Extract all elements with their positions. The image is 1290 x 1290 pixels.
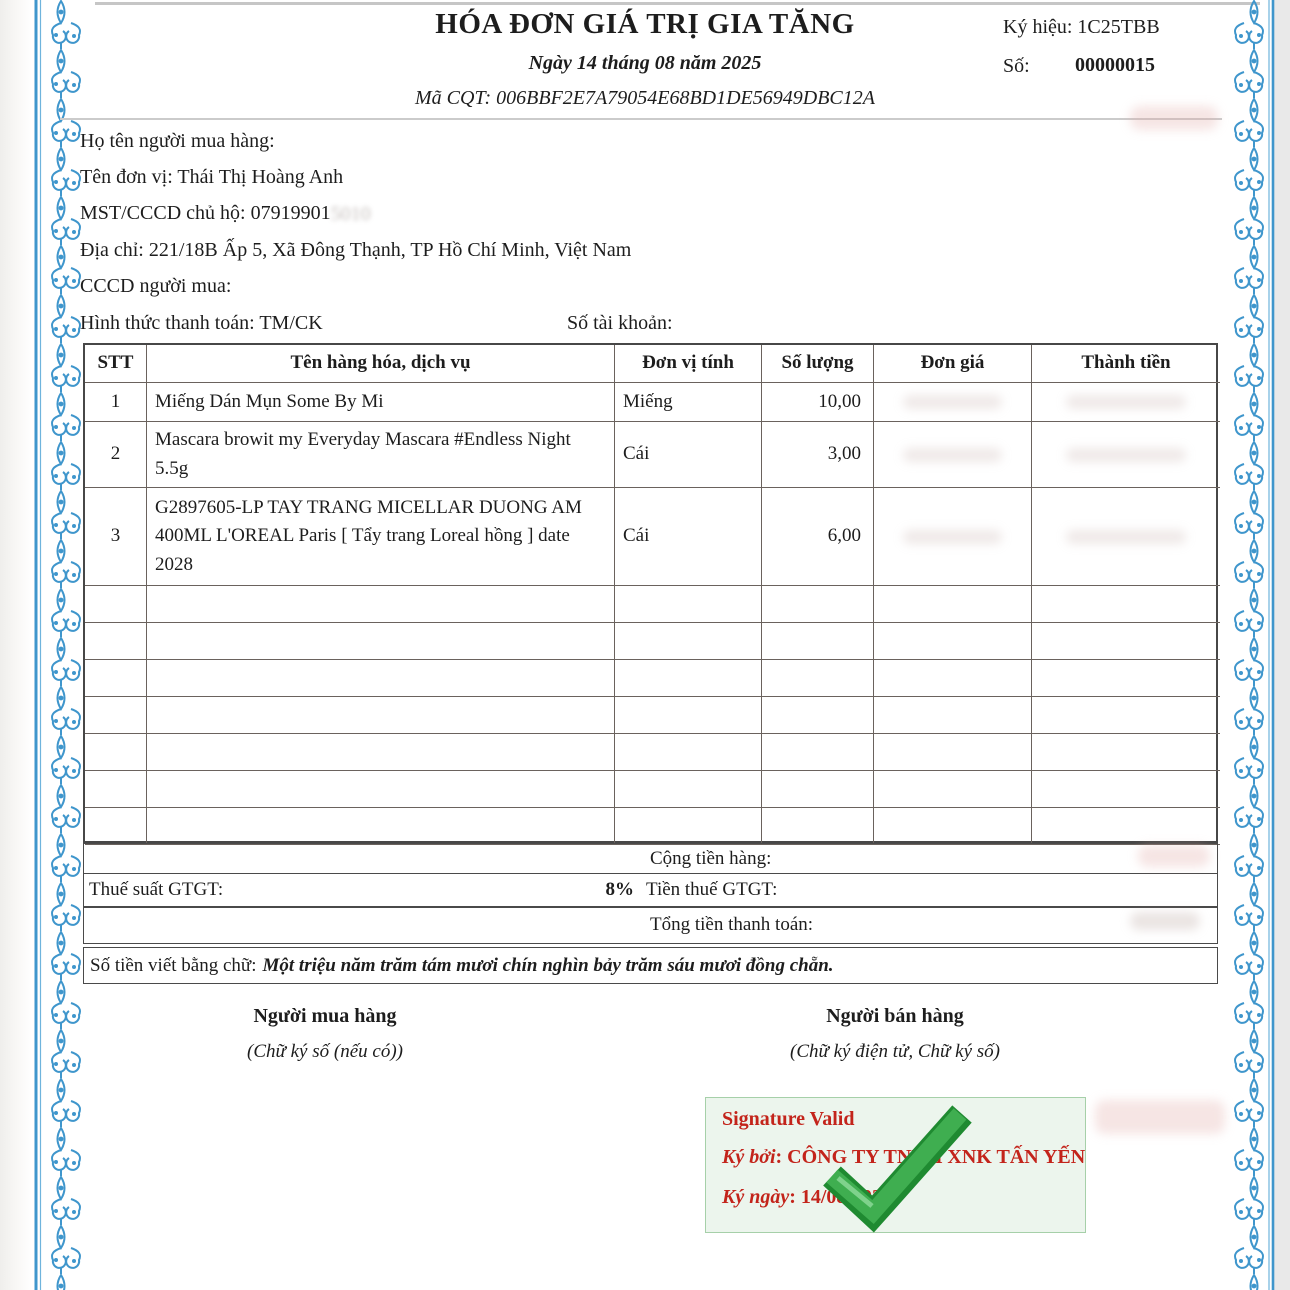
empty-cell xyxy=(1032,808,1220,845)
tax-row xyxy=(83,873,1218,908)
redaction-smudge xyxy=(903,530,1002,544)
invoice-number-value: 00000015 xyxy=(1075,54,1155,76)
empty-cell xyxy=(85,697,147,734)
digital-signature-stamp xyxy=(705,1097,1086,1233)
empty-cell xyxy=(1032,697,1220,734)
empty-cell xyxy=(85,660,147,697)
empty-cell xyxy=(85,623,147,660)
empty-cell xyxy=(762,734,874,771)
row2-unit: Cái xyxy=(615,422,762,488)
empty-cell xyxy=(1032,734,1220,771)
empty-cell xyxy=(615,808,762,845)
empty-cell xyxy=(615,660,762,697)
empty-cell xyxy=(874,586,1032,623)
signed-date-value: : 14/08/2025 xyxy=(789,1186,892,1208)
row2-total-redacted xyxy=(1032,422,1220,488)
row3-price-redacted xyxy=(874,488,1032,586)
green-checkmark-icon xyxy=(818,1102,973,1230)
empty-cell xyxy=(874,623,1032,660)
empty-cell xyxy=(1032,660,1220,697)
row1-stt: 1 xyxy=(85,383,147,422)
row1-total-redacted xyxy=(1032,383,1220,422)
empty-cell xyxy=(147,586,615,623)
buyer-tax-line xyxy=(80,202,371,225)
empty-cell xyxy=(147,734,615,771)
empty-cell xyxy=(874,734,1032,771)
col-header-total: Thành tiền xyxy=(1032,345,1220,383)
invoice-date: Ngày 14 tháng 08 năm 2025 xyxy=(528,52,762,74)
empty-cell xyxy=(762,623,874,660)
empty-cell xyxy=(615,734,762,771)
subtotal-label: Cộng tiền hàng: xyxy=(650,847,772,869)
buyer-name-line: Họ tên người mua hàng: xyxy=(80,130,275,152)
account-label: Số tài khoản: xyxy=(567,312,673,334)
subtotal-row xyxy=(83,843,1218,874)
empty-cell xyxy=(1032,586,1220,623)
row2-price-redacted xyxy=(874,422,1032,488)
empty-cell xyxy=(85,586,147,623)
amount-in-words-row xyxy=(83,947,1218,984)
empty-cell xyxy=(762,586,874,623)
row2-stt: 2 xyxy=(85,422,147,488)
row1-price-redacted xyxy=(874,383,1032,422)
signed-by-value: : CÔNG TY TNHH XNK TẤN YẾN xyxy=(775,1146,1086,1168)
empty-cell xyxy=(147,623,615,660)
tax-amount-label: Tiền thuế GTGT: xyxy=(646,879,778,900)
grand-total-row xyxy=(83,906,1218,944)
amount-words-label: Số tiền viết bằng chữ: xyxy=(90,954,257,976)
row3-unit: Cái xyxy=(615,488,762,586)
signed-date-label: Ký ngày xyxy=(722,1186,790,1208)
empty-cell xyxy=(85,734,147,771)
col-header-stt: STT xyxy=(85,345,147,383)
empty-cell xyxy=(762,697,874,734)
seller-signature-note: (Chữ ký điện tử, Chữ ký số) xyxy=(790,1041,1000,1062)
amount-words-value: Một triệu năm trăm tám mươi chín nghìn bảy trăm sáu mươi đồng chẵn. xyxy=(262,954,834,976)
empty-cell xyxy=(762,808,874,845)
row1-name: Miếng Dán Mụn Some By Mi xyxy=(147,383,615,422)
signature-valid-text: Signature Valid xyxy=(722,1108,855,1130)
scan-left-edge xyxy=(0,0,32,1290)
redacted-digits: 5010 xyxy=(330,203,371,225)
empty-cell xyxy=(615,586,762,623)
empty-cell xyxy=(615,697,762,734)
row2-name: Mascara browit my Everyday Mascara #Endless Night 5.5g xyxy=(147,422,615,488)
empty-cell xyxy=(1032,771,1220,808)
row2-qty: 3,00 xyxy=(762,422,874,488)
empty-cell xyxy=(874,697,1032,734)
invoice-title: HÓA ĐƠN GIÁ TRỊ GIA TĂNG xyxy=(435,8,855,40)
row3-qty: 6,00 xyxy=(762,488,874,586)
col-header-price: Đơn giá xyxy=(874,345,1032,383)
row3-total-redacted xyxy=(1032,488,1220,586)
empty-cell xyxy=(615,623,762,660)
redaction-smudge xyxy=(1066,530,1186,544)
empty-cell xyxy=(1032,623,1220,660)
row1-qty: 10,00 xyxy=(762,383,874,422)
redaction-smudge xyxy=(1066,448,1186,462)
header-divider xyxy=(60,118,1222,120)
scan-top-edge xyxy=(95,2,1260,5)
payment-method: Hình thức thanh toán: TM/CK xyxy=(80,312,323,334)
buyer-signature-title: Người mua hàng xyxy=(253,1005,397,1027)
payment-line xyxy=(80,312,1180,335)
buyer-signature-note: (Chữ ký số (nếu có)) xyxy=(247,1041,403,1062)
empty-cell xyxy=(85,771,147,808)
empty-cell xyxy=(615,771,762,808)
empty-cell xyxy=(874,808,1032,845)
seller-signature-title: Người bán hàng xyxy=(826,1005,964,1027)
tax-rate-label: Thuế suất GTGT: xyxy=(89,879,224,900)
redaction-smudge xyxy=(903,448,1002,462)
invoice-number-label: Số: xyxy=(1003,55,1030,77)
col-header-qty: Số lượng xyxy=(762,345,874,383)
buyer-unit-line: Tên đơn vị: Thái Thị Hoàng Anh xyxy=(80,166,344,188)
cqt-code: Mã CQT: 006BBF2E7A79054E68BD1DE56949DBC12A xyxy=(415,87,875,109)
buyer-cccd-line: CCCD người mua: xyxy=(80,275,232,297)
empty-cell xyxy=(147,697,615,734)
empty-cell xyxy=(85,808,147,845)
row1-unit: Miếng xyxy=(615,383,762,422)
tax-rate-value: 8% xyxy=(605,879,634,900)
col-header-name: Tên hàng hóa, dịch vụ xyxy=(147,345,615,383)
buyer-address-line: Địa chỉ: 221/18B Ấp 5, Xã Đông Thạnh, TP Hồ Chí Minh, Việt Nam xyxy=(80,239,632,261)
redaction-smudge xyxy=(1066,395,1186,409)
empty-cell xyxy=(874,771,1032,808)
empty-cell xyxy=(147,808,615,845)
empty-cell xyxy=(147,660,615,697)
grand-total-label: Tổng tiền thanh toán: xyxy=(650,914,814,935)
buyer-tax-text: MST/CCCD chủ hộ: 07919901 xyxy=(80,202,331,224)
empty-cell xyxy=(762,660,874,697)
row3-name: G2897605-LP TAY TRANG MICELLAR DUONG AM 400ML L'OREAL Paris [ Tẩy trang Loreal hồng ] date 2028 xyxy=(147,488,615,586)
empty-cell xyxy=(874,660,1032,697)
empty-cell xyxy=(147,771,615,808)
ornament-border-right-icon xyxy=(1226,0,1276,1290)
items-table xyxy=(83,343,1218,843)
redaction-smudge xyxy=(1095,1100,1225,1134)
signed-by-label: Ký bởi xyxy=(722,1146,776,1168)
col-header-unit: Đơn vị tính xyxy=(615,345,762,383)
redaction-smudge xyxy=(903,395,1002,409)
row3-stt: 3 xyxy=(85,488,147,586)
empty-cell xyxy=(762,771,874,808)
invoice-serial: Ký hiệu: 1C25TBB xyxy=(1003,16,1160,38)
